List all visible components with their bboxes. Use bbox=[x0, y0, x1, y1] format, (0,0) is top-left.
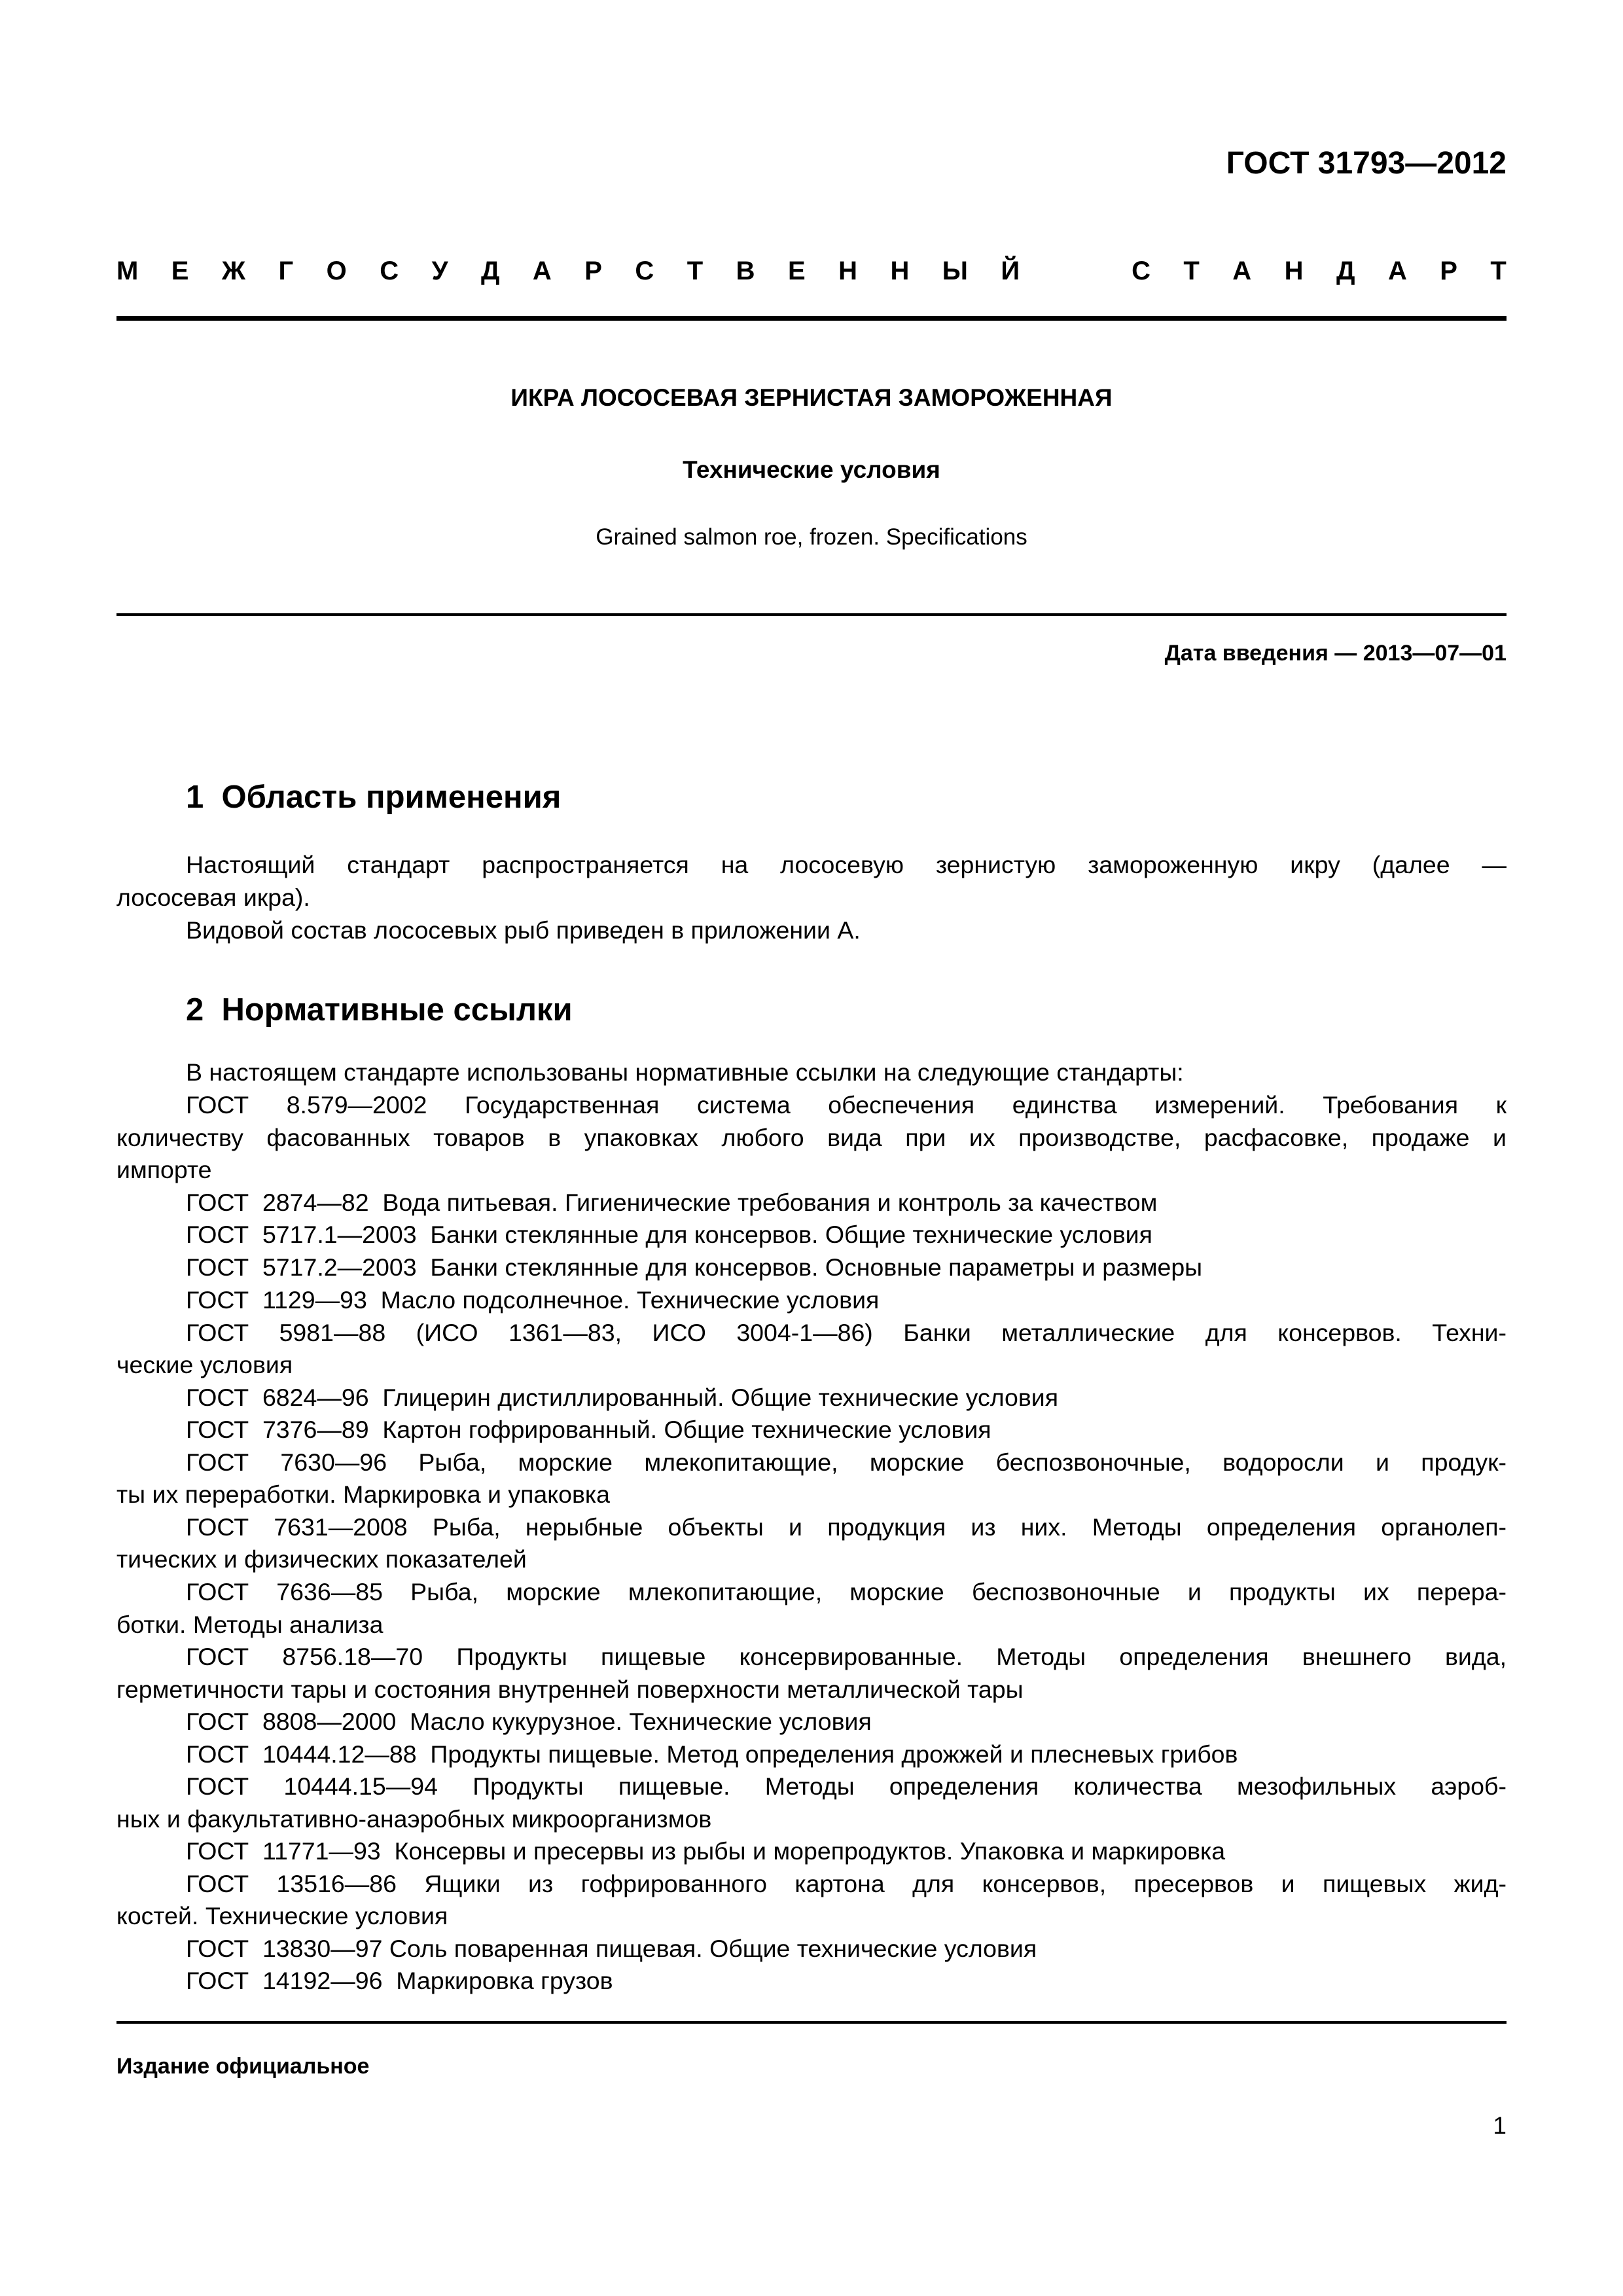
edition-label: Издание официальное bbox=[116, 2054, 370, 2079]
paragraph-line: лососевая икра). bbox=[116, 884, 310, 911]
banner-letter: М bbox=[116, 257, 139, 285]
paragraph-line: Видовой состав лососевых рыб приведен в приложении А. bbox=[186, 916, 861, 944]
reference-line: ГОСТ 11771—93 Консервы и пресервы из рыбы и морепродуктов. Упаковка и маркировка bbox=[186, 1837, 1226, 1865]
reference-line: ГОСТ 10444.12—88 Продукты пищевые. Метод определения дрожжей и плесневых грибов bbox=[186, 1740, 1238, 1768]
page-number: 1 bbox=[1493, 2112, 1507, 2139]
paragraph-line: Настоящий стандарт распространяется на лососевую зернистую замороженную икру (далее — bbox=[186, 851, 1507, 878]
title-rule bbox=[116, 613, 1507, 616]
standard-number: ГОСТ 31793—2012 bbox=[1226, 146, 1507, 181]
reference-line: ГОСТ 1129—93 Масло подсолнечное. Технические условия bbox=[186, 1286, 880, 1314]
footer-rule bbox=[116, 2021, 1507, 2024]
reference-line: ГОСТ 7376—89 Картон гофрированный. Общие технические условия bbox=[186, 1416, 991, 1443]
introduction-date: Дата введения — 2013—07—01 bbox=[1164, 641, 1507, 666]
reference-line: ГОСТ 6824—96 Глицерин дистиллированный. Общие технические условия bbox=[186, 1384, 1059, 1411]
banner-letter: У bbox=[431, 257, 448, 285]
reference-line: ГОСТ 8756.18—70 Продукты пищевые консервированные. Методы определения внешнего вида, bbox=[186, 1643, 1507, 1670]
banner-letter: А bbox=[1387, 257, 1407, 285]
reference-line: костей. Технические условия bbox=[116, 1902, 448, 1929]
banner-letter: С bbox=[380, 257, 399, 285]
reference-line: ГОСТ 13830—97 Соль поваренная пищевая. Общие технические условия bbox=[186, 1935, 1037, 1962]
reference-line: ботки. Методы анализа bbox=[116, 1611, 383, 1638]
banner-letter: Н bbox=[890, 257, 910, 285]
document-subtitle: Технические условия bbox=[683, 456, 940, 483]
reference-line: герметичности тары и состояния внутренней поверхности металлической тары bbox=[116, 1676, 1024, 1703]
banner-letter: А bbox=[1232, 257, 1252, 285]
banner-letter: С bbox=[1132, 257, 1150, 285]
banner-rule bbox=[116, 316, 1507, 321]
reference-line: ных и факультативно-анаэробных микроорганизмов bbox=[116, 1805, 712, 1833]
banner-letter: Г bbox=[278, 257, 294, 285]
banner-letter: Д bbox=[1336, 257, 1355, 285]
reference-line: ГОСТ 5717.1—2003 Банки стеклянные для консервов. Общие технические условия bbox=[186, 1221, 1152, 1248]
reference-line: импорте bbox=[116, 1156, 212, 1183]
banner-letter: Т bbox=[1183, 257, 1200, 285]
document-title: ИКРА ЛОСОСЕВАЯ ЗЕРНИСТАЯ ЗАМОРОЖЕННАЯ bbox=[510, 384, 1113, 411]
reference-line: количеству фасованных товаров в упаковках любого вида при их производстве, расфасовке, продаже и bbox=[116, 1124, 1507, 1151]
reference-line: тических и физических показателей bbox=[116, 1545, 527, 1573]
banner-letter: В bbox=[736, 257, 755, 285]
reference-line: ГОСТ 5981—88 (ИСО 1361—83, ИСО 3004-1—86) Банки металлические для консервов. Техни- bbox=[186, 1319, 1507, 1346]
banner-letter: Е bbox=[171, 257, 189, 285]
banner-letter: Д bbox=[480, 257, 500, 285]
reference-line: ГОСТ 7631—2008 Рыба, нерыбные объекты и продукция из них. Методы определения органолеп- bbox=[186, 1513, 1507, 1541]
reference-line: ГОСТ 7630—96 Рыба, морские млекопитающие, морские беспозвоночные, водоросли и продук- bbox=[186, 1448, 1507, 1476]
reference-line: ты их переработки. Маркировка и упаковка bbox=[116, 1480, 610, 1508]
banner-letter: Т bbox=[1490, 257, 1507, 285]
banner-letter: О bbox=[326, 257, 347, 285]
reference-line: ГОСТ 7636—85 Рыба, морские млекопитающие, морские беспозвоночные и продукты их перера- bbox=[186, 1578, 1507, 1605]
section-heading-scope: 1 Область применения bbox=[186, 780, 562, 815]
standard-banner bbox=[116, 257, 1507, 286]
reference-line: ГОСТ 14192—96 Маркировка грузов bbox=[186, 1967, 613, 1994]
banner-letter: А bbox=[532, 257, 552, 285]
reference-line: ческие условия bbox=[116, 1351, 293, 1378]
banner-letter: С bbox=[635, 257, 654, 285]
reference-line: ГОСТ 8.579—2002 Государственная система обеспечения единства измерений. Требования к bbox=[186, 1091, 1507, 1119]
reference-line: ГОСТ 5717.2—2003 Банки стеклянные для консервов. Основные параметры и размеры bbox=[186, 1253, 1203, 1281]
banner-letter: Ы bbox=[942, 257, 968, 285]
banner-letter: Е bbox=[787, 257, 806, 285]
reference-line: ГОСТ 2874—82 Вода питьевая. Гигиенические требования и контроль за качеством bbox=[186, 1189, 1158, 1216]
banner-letter: Р bbox=[584, 257, 602, 285]
banner-letter: Т bbox=[687, 257, 704, 285]
banner-letter: Р bbox=[1440, 257, 1457, 285]
reference-line: ГОСТ 13516—86 Ящики из гофрированного картона для консервов, пресервов и пищевых жид- bbox=[186, 1870, 1507, 1897]
banner-letter: Н bbox=[1284, 257, 1304, 285]
reference-line: В настоящем стандарте использованы нормативные ссылки на следующие стандарты: bbox=[186, 1058, 1184, 1086]
reference-line: ГОСТ 10444.15—94 Продукты пищевые. Методы определения количества мезофильных аэроб- bbox=[186, 1772, 1507, 1800]
banner-letter: Ж bbox=[221, 257, 246, 285]
reference-line: ГОСТ 8808—2000 Масло кукурузное. Технические условия bbox=[186, 1708, 872, 1735]
banner-letter: Й bbox=[1001, 257, 1020, 285]
banner-word-gap bbox=[1053, 257, 1099, 286]
section-heading-references: 2 Нормативные ссылки bbox=[186, 992, 573, 1028]
banner-letter: Н bbox=[838, 257, 857, 285]
english-title: Grained salmon roe, frozen. Specifications bbox=[596, 524, 1027, 550]
